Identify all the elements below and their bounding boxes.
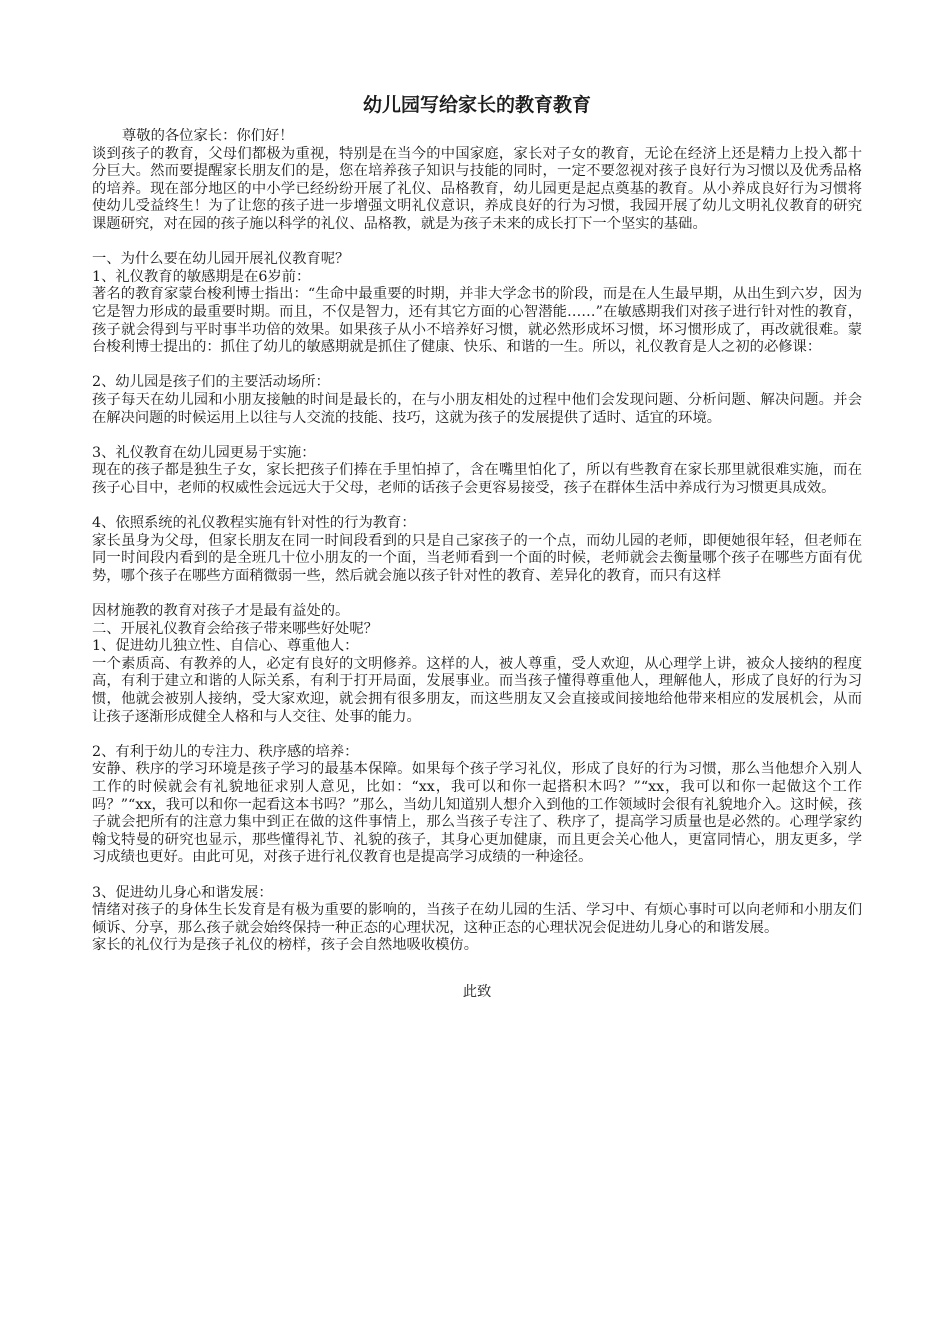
section2-item2-body: 安静、秩序的学习环境是孩子学习的最基本保障。如果每个孩子学习礼仪，形成了良好的行为习惯，那么当他想介入别人工作的时候就会有礼貌地征求别人意见，比如：“xx，我可以和你一起搭积木吗？”“xx，我可以和你一起做这个工作吗？”“xx，我可以和你一起看这本书吗？”那么，当幼儿知道别人想介入到他的工作领域时会很有礼貌地介入。这时候，孩子就会把所有的注意力集中到正在做的这件事情上，那么当孩子专注了、秩序了，提高学习质量也是必然的。心理学家约翰戈特曼的研究也显示，那些懂得礼节、礼貌的孩子，其身心更加健康，而且更会关心他人，更富同情心，朋友更多，学习成绩也更好。由此可见，对孩子进行礼仪教育也是提高学习成绩的一种途径。 [92, 761, 862, 866]
spacer [92, 585, 862, 603]
section2-item3-body: 情绪对孩子的身体生长发育是有极为重要的影响的，当孩子在幼儿园的生活、学习中、有烦心事时可以向老师和小朋友们倾诉、分享，那么孩子就会始终保持一种正态的心理状况，这种正态的心理状况会促进幼儿身心的和谐发展。 [92, 902, 862, 936]
section2-item1-body: 一个素质高、有教养的人，必定有良好的文明修养。这样的人，被人尊重，受人欢迎，从心理学上讲，被众人接纳的程度高，有利于建立和谐的人际关系，有利于打开局面，发展事业。而当孩子懂得尊重他人，理解他人，形成了良好的行为习惯，他就会被别人接纳，受大家欢迎，就会拥有很多朋友，而这些朋友又会直接或间接地给他带来相应的发展机会，从而让孩子逐渐形成健全人格和与人交往、处事的能力。 [92, 655, 862, 725]
closing-text: 此致 [462, 983, 492, 1000]
section2-item1-heading: 1、促进幼儿独立性、自信心、尊重他人： [92, 638, 359, 655]
section1-item3-body: 现在的孩子都是独生子女，家长把孩子们捧在手里怕掉了，含在嘴里怕化了，所以有些教育在家长那里就很难实施，而在孩子心目中，老师的权威性会远远大于父母，老师的话孩子会更容易接受，孩子在群体生活中养成行为习惯更具成效。 [92, 462, 862, 496]
section1-item1-body: 著名的教育家蒙台梭利博士指出：“生命中最重要的时期，并非大学念书的阶段，而是在人生最早期，从出生到六岁，因为它是智力形成的最重要时期。而且，不仅是智力，还有其它方面的心智潜能……”在敏感期我们对孩子进行针对性的教育，孩子就会得到与平时事半功倍的效果。如果孩子从小不培养好习惯，就必然形成坏习惯，坏习惯形成了，再改就很难。蒙台梭利博士提出的：抓住了幼儿的敏感期就是抓住了健康、快乐、和谐的一生。所以，礼仪教育是人之初的必修课： [92, 286, 862, 356]
section2-item3-heading: 3、促进幼儿身心和谐发展： [92, 884, 273, 901]
document-title: 幼儿园写给家长的教育教育 [362, 94, 591, 116]
section1-item2-body: 孩子每天在幼儿园和小朋友接触的时间是最长的，在与小朋友相处的过程中他们会发现问题、分析问题、解决问题。并会在解决问题的时候运用上以往与人交流的技能、技巧，这就为孩子的发展提供了适时、适宜的环境。 [92, 391, 862, 426]
section2-item3-extra: 家长的礼仪行为是孩子礼仪的榜样，孩子会自然地吸收模仿。 [92, 937, 479, 954]
spacer [92, 427, 862, 445]
document-page [92, 92, 862, 1001]
section1-item1-heading: 1、礼仪教育的敏感期是在6岁前： [92, 268, 311, 285]
section1-item3-heading: 3、礼仪教育在幼儿园更易于实施： [92, 444, 316, 461]
section1-heading: 一、为什么要在幼儿园开展礼仪教育呢？ [92, 251, 350, 268]
greeting: 尊敬的各位家长：你们好！ [122, 128, 294, 144]
section2-heading: 二、开展礼仪教育会给孩子带来哪些好处呢？ [92, 620, 378, 637]
section1-item2-heading: 2、幼儿园是孩子们的主要活动场所： [92, 374, 330, 391]
spacer [92, 357, 862, 375]
section2-item2-heading: 2、有利于幼儿的专注力、秩序感的培养： [92, 743, 359, 760]
section1-item4-continuation: 因材施教的教育对孩子才是最有益处的。 [92, 603, 350, 620]
section1-item4-body: 家长虽身为父母，但家长朋友在同一时间段看到的只是自己家孩子的一个点，而幼儿园的老师，即便她很年轻，但老师在同一时间段内看到的是全班几十位小朋友的一个面，当老师看到一个面的时候，老师就会去衡量哪个孩子在哪些方面有优势，哪个孩子在哪些方面稍微弱一些，然后就会施以孩子针对性的教育、差异化的教育，而只有这样 [92, 532, 862, 584]
spacer [92, 234, 862, 252]
section1-item4-heading: 4、依照系统的礼仪教程实施有针对性的行为教育： [92, 515, 416, 532]
spacer [92, 726, 862, 744]
spacer [92, 497, 862, 515]
spacer [92, 867, 862, 885]
spacer [92, 955, 862, 983]
intro-paragraph: 谈到孩子的教育，父母们都极为重视，特别是在当今的中国家庭，家长对子女的教育，无论在经济上还是精力上投入都十分巨大。然而要提醒家长朋友们的是，您在培养孩子知识与技能的同时，一定不要忽视对孩子良好行为习惯以及优秀品格的培养。现在部分地区的中小学已经纷纷开展了礼仪、品格教育，幼儿园更是起点奠基的教育。从小养成良好行为习惯将使幼儿受益终生！为了让您的孩子进一步增强文明礼仪意识，养成良好的行为习惯，我园开展了幼儿文明礼仪教育的研究课题研究，对在园的孩子施以科学的礼仪、品格教，就是为孩子未来的成长打下一个坚实的基础。 [92, 145, 862, 232]
